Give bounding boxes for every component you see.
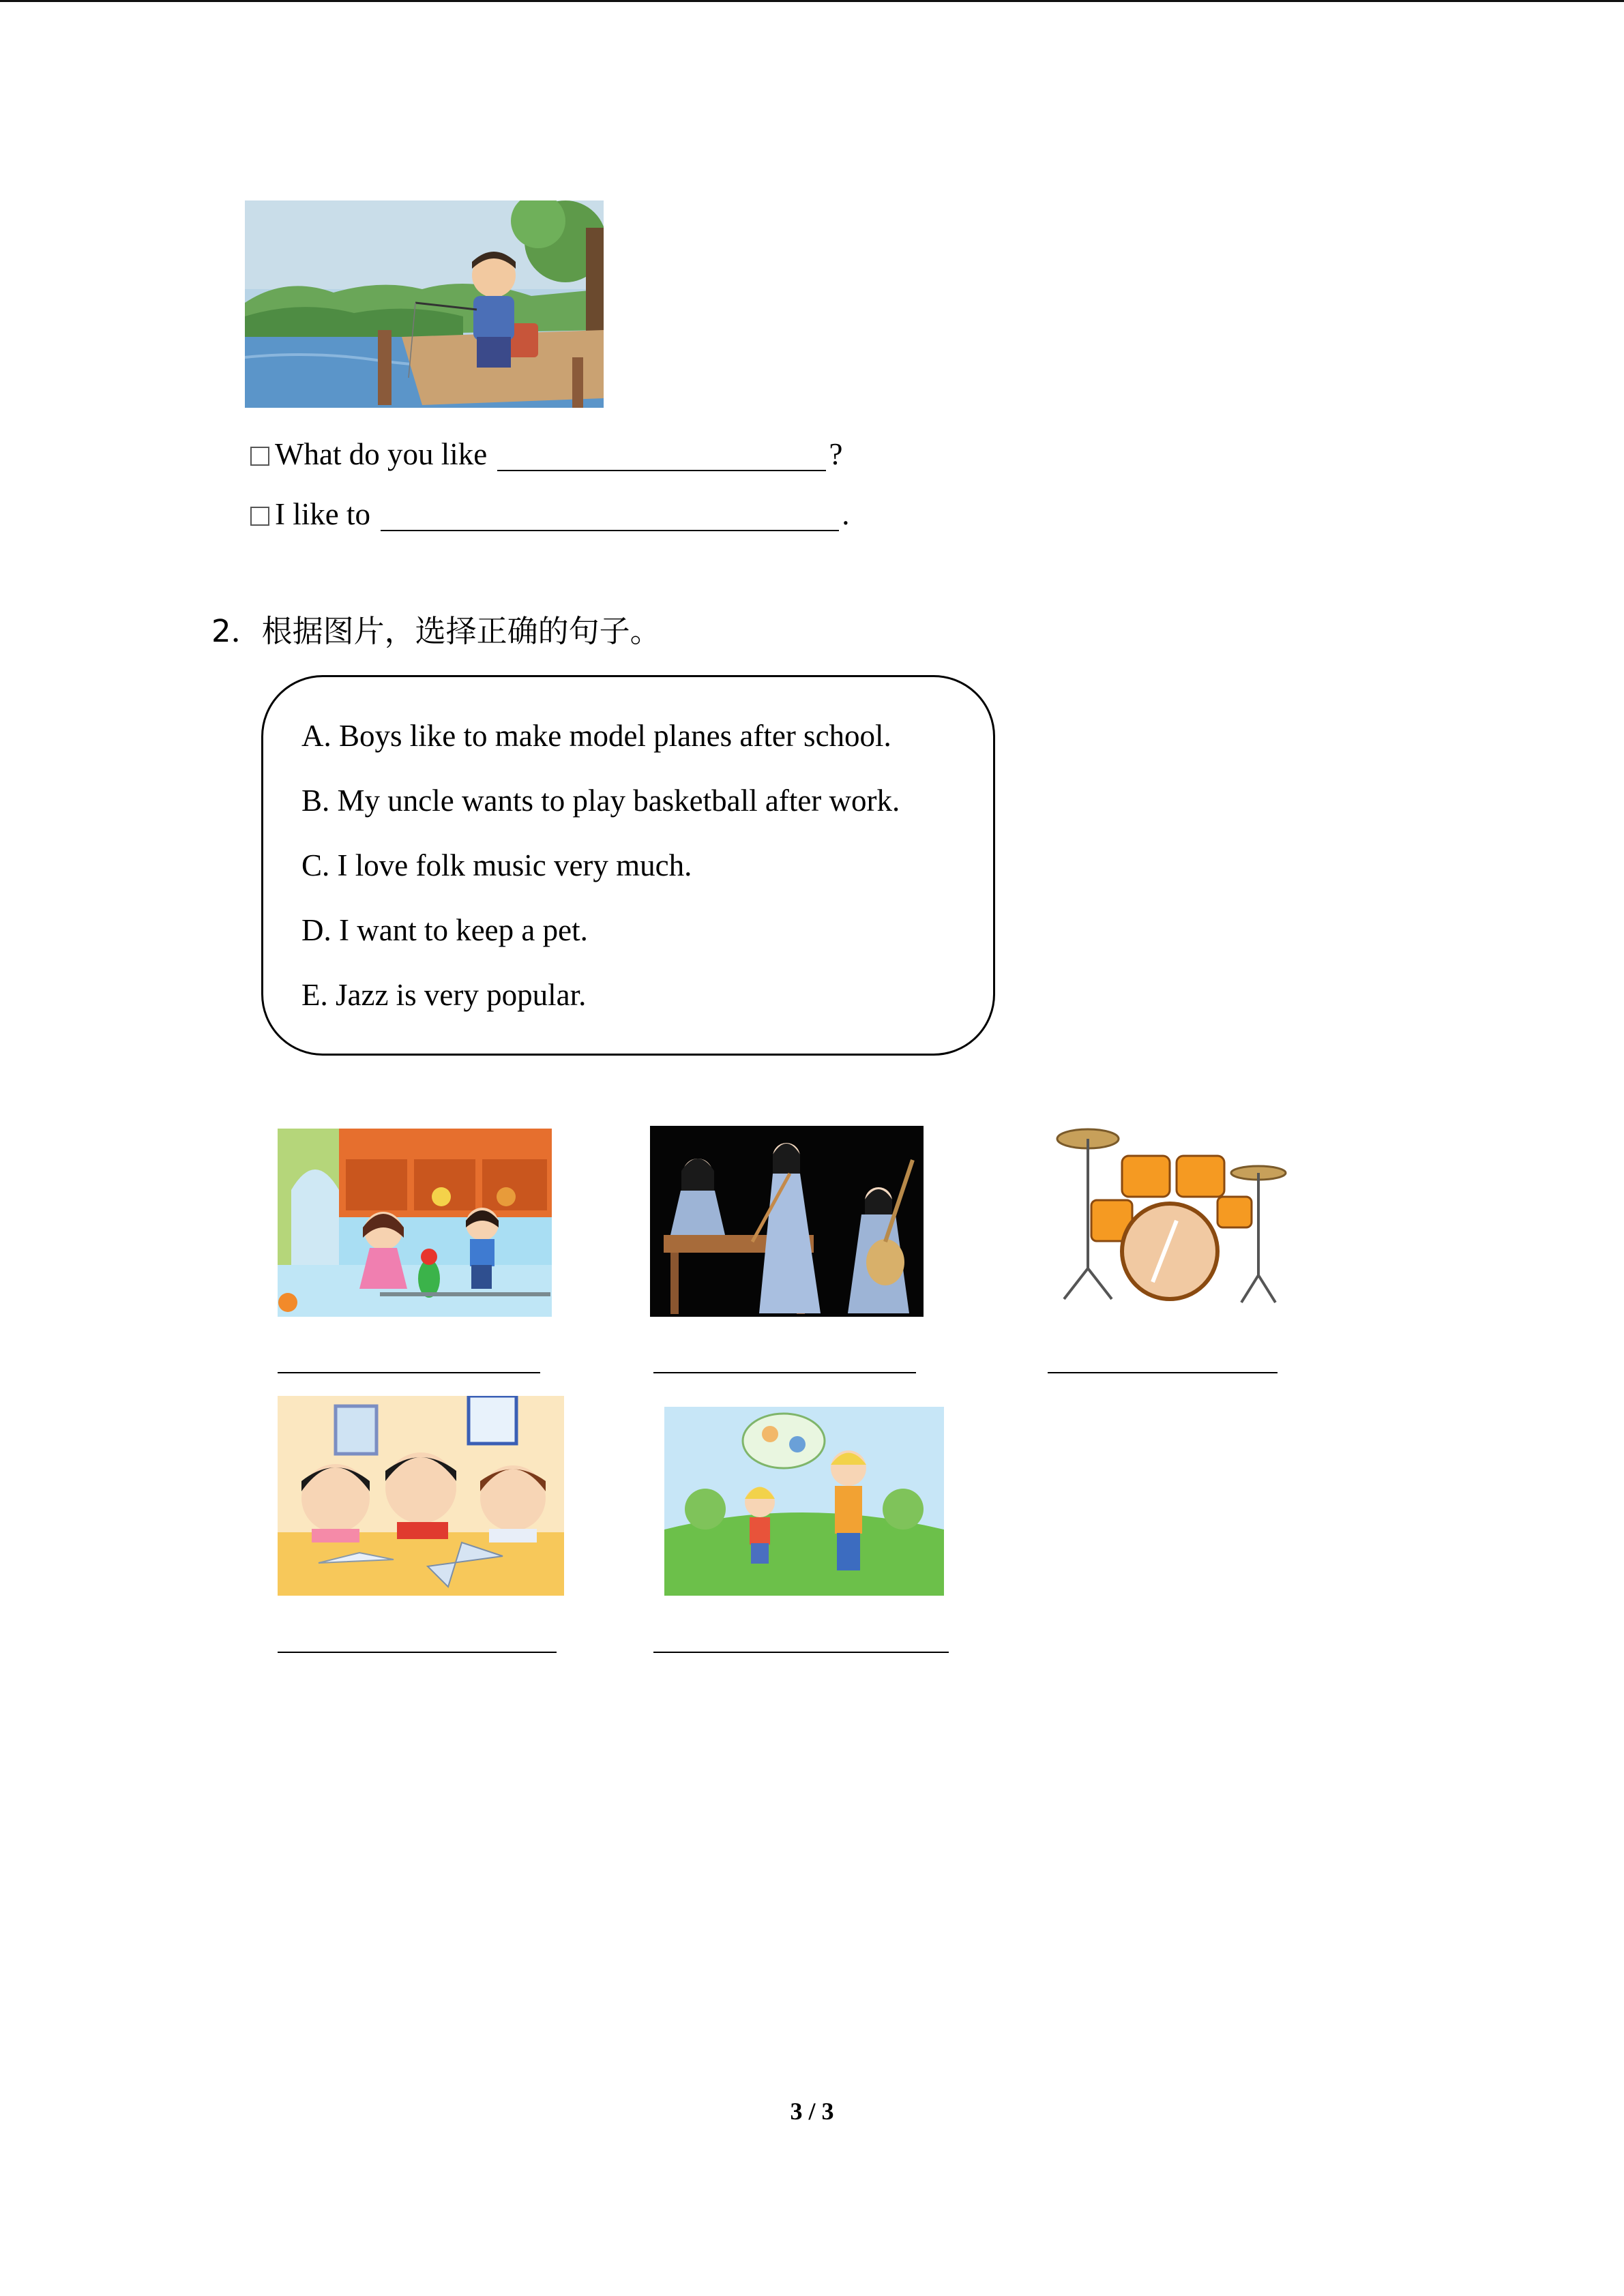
- q2-heading: 2．根据图片，选择正确的句子。: [211, 613, 661, 649]
- model-planes-picture: [278, 1396, 564, 1596]
- option-a: A. Boys like to make model planes after school.: [301, 719, 891, 753]
- option-c: C. I love folk music very much.: [301, 848, 692, 882]
- option-e: E. Jazz is very popular.: [301, 978, 587, 1012]
- q1-question-text: What do you like: [275, 437, 488, 471]
- drum-kit-picture: [1050, 1118, 1289, 1309]
- options-box: [261, 675, 995, 1056]
- folk-music-picture: [650, 1126, 924, 1317]
- fishing-boy-picture: [245, 200, 604, 408]
- top-border: [0, 0, 1624, 2]
- answer-line-5[interactable]: [653, 1652, 949, 1653]
- answer-line-3[interactable]: [1048, 1372, 1278, 1373]
- option-b: B. My uncle wants to play basketball after work.: [301, 784, 900, 818]
- basketball-dream-picture: [664, 1407, 944, 1596]
- q1-answer-blank[interactable]: [381, 500, 839, 531]
- checkbox-icon[interactable]: [250, 447, 269, 466]
- q1-answer-line: [250, 494, 849, 535]
- q1-question-end: ?: [829, 437, 843, 471]
- answer-line-2[interactable]: [653, 1372, 916, 1373]
- q1-answer-end: .: [842, 497, 850, 531]
- page-number: 3 / 3: [790, 2098, 834, 2125]
- pet-shop-picture: [278, 1129, 552, 1317]
- answer-line-1[interactable]: [278, 1372, 540, 1373]
- option-d: D. I want to keep a pet.: [301, 913, 588, 947]
- checkbox-icon[interactable]: [250, 507, 269, 526]
- q1-answer-text: I like to: [275, 497, 370, 531]
- answer-line-4[interactable]: [278, 1652, 557, 1653]
- q1-question-line: [250, 434, 842, 475]
- q1-question-blank[interactable]: [497, 440, 826, 471]
